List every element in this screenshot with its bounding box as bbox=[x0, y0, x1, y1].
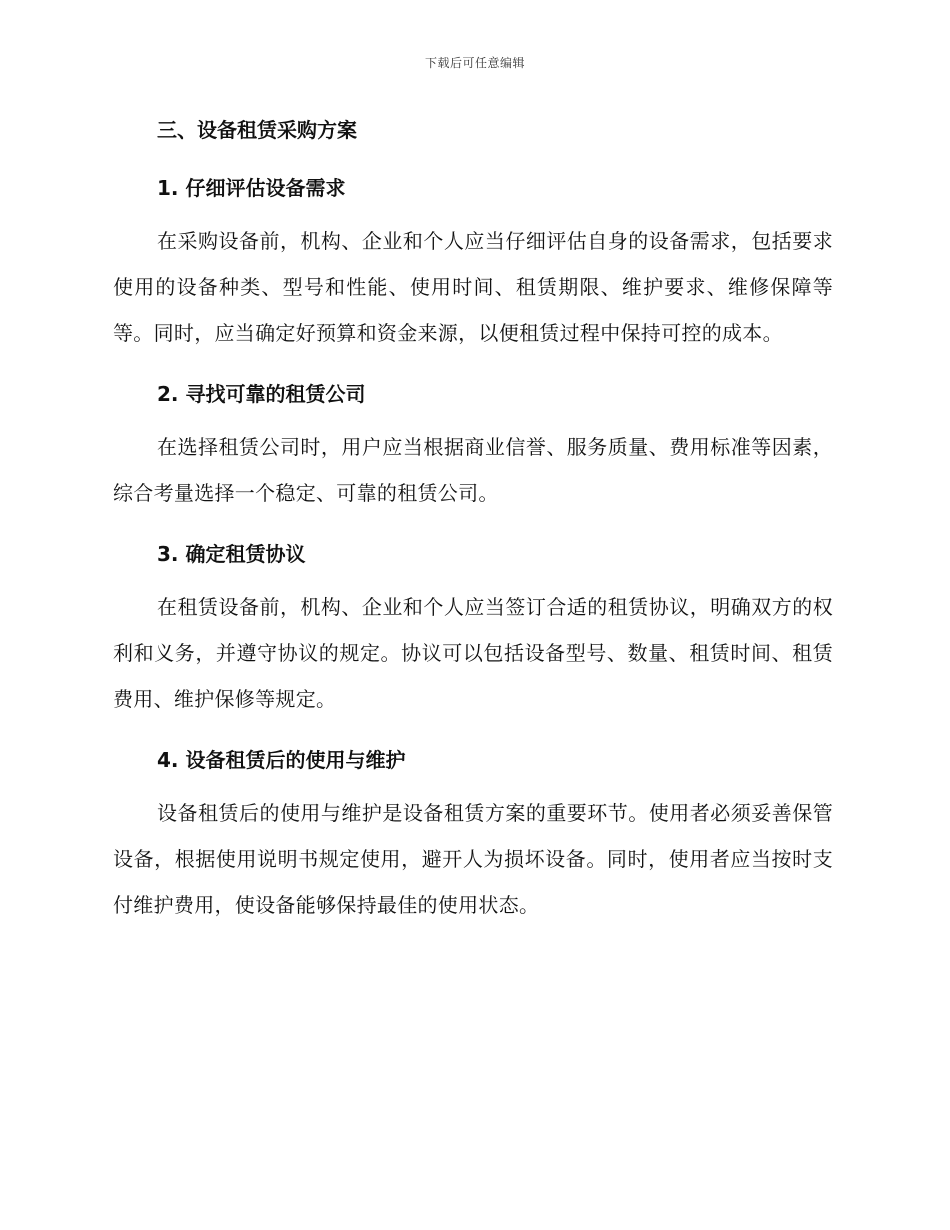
document-body bbox=[113, 110, 833, 928]
subsection-paragraph-3: 在租赁设备前，机构、企业和个人应当签订合适的租赁协议，明确双方的权利和义务，并遵守协议的规定。协议可以包括设备型号、数量、租赁时间、租赁费用、维护保修等规定。 bbox=[113, 595, 833, 711]
subsection-paragraph-4: 设备租赁后的使用与维护是设备租赁方案的重要环节。使用者必须妥善保管设备，根据使用说明书规定使用，避开人为损坏设备。同时，使用者应当按时支付维护费用，使设备能够保持最佳的使用状态。 bbox=[113, 801, 833, 917]
subsection-title-2: 2. 寻找可靠的租赁公司 bbox=[157, 382, 366, 406]
header-note: 下载后可任意编辑 bbox=[424, 56, 525, 70]
subsection-title-1: 1. 仔细评估设备需求 bbox=[157, 176, 346, 200]
subsection-title-4: 4. 设备租赁后的使用与维护 bbox=[157, 748, 406, 772]
subsection-paragraph-2: 在选择租赁公司时，用户应当根据商业信誉、服务质量、费用标准等因素，综合考量选择一个稳定、可靠的租赁公司。 bbox=[113, 435, 833, 505]
subsection-title-3: 3. 确定租赁协议 bbox=[157, 542, 306, 566]
section-title: 三、设备租赁采购方案 bbox=[157, 118, 357, 142]
subsection-paragraph-1: 在采购设备前，机构、企业和个人应当仔细评估自身的设备需求，包括要求使用的设备种类、型号和性能、使用时间、租赁期限、维护要求、维修保障等等。同时，应当确定好预算和资金来源，以便租赁过程中保持可控的成本。 bbox=[113, 229, 833, 345]
